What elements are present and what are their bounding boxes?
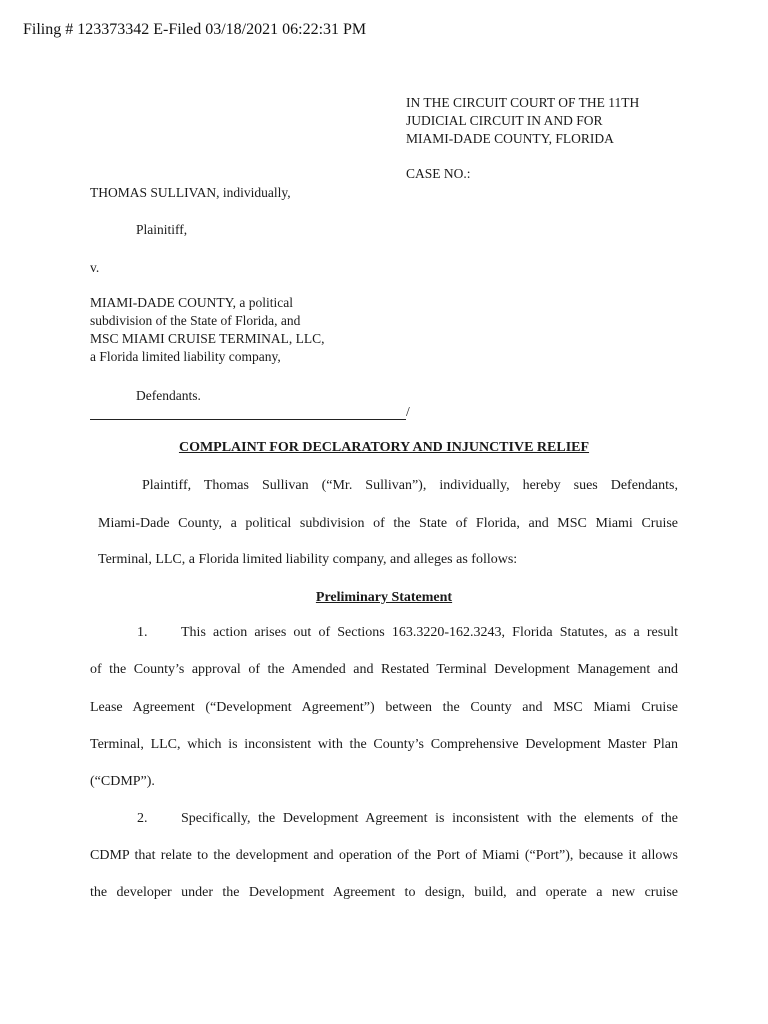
paragraph-2-first-line: Specifically, the Development Agreement is inconsistent with the elements of the [181,811,678,826]
court-line-2: JUDICIAL CIRCUIT IN AND FOR [406,113,603,128]
paragraph-1-line-5: (“CDMP”). [90,774,155,789]
paragraph-1-number: 1. [137,625,148,640]
paragraph-1-line-2: of the County’s approval of the Amended and Restated Terminal Development Management and [90,662,678,677]
paragraph-1-first-line: This action arises out of Sections 163.3220-162.3243, Florida Statutes, as a result [181,625,678,640]
paragraph-2-line-3: the developer under the Development Agreement to design, build, and operate a new cruise [90,885,678,900]
versus: v. [90,260,100,275]
complaint-title: COMPLAINT FOR DECLARATORY AND INJUNCTIVE RELIEF [178,440,590,455]
defendant-line-2: subdivision of the State of Florida, and [90,313,301,328]
plaintiff-role: Plainitiff, [136,222,188,237]
section-heading: Preliminary Statement [315,590,453,605]
intro-line-2: Miami-Dade County, a political subdivision of the State of Florida, and MSC Miami Cruise [98,516,678,531]
plaintiff-name: THOMAS SULLIVAN, individually, [90,185,291,200]
court-line-3: MIAMI-DADE COUNTY, FLORIDA [406,131,614,146]
defendant-role: Defendants. [136,388,201,403]
paragraph-2-line-2: CDMP that relate to the development and operation of the Port of Miami (“Port”), because it allows [90,848,678,863]
court-heading [406,94,639,148]
intro-line-1: Plaintiff, Thomas Sullivan (“Mr. Sullivan”), individually, hereby sues Defendants, [142,478,678,493]
caption-slash: / [406,404,410,419]
filing-header: Filing # 123373342 E-Filed 03/18/2021 06:22:31 PM [23,21,367,38]
case-number-label: CASE NO.: [406,166,471,181]
defendants-block [90,294,325,366]
court-line-1: IN THE CIRCUIT COURT OF THE 11TH [406,95,640,110]
defendant-line-1: MIAMI-DADE COUNTY, a political [90,295,293,310]
defendant-line-4: a Florida limited liability company, [90,349,281,364]
paragraph-1-line-3: Lease Agreement (“Development Agreement”) between the County and MSC Miami Cruise [90,700,678,715]
defendant-line-3: MSC MIAMI CRUISE TERMINAL, LLC, [90,331,325,346]
paragraph-1-line-4: Terminal, LLC, which is inconsistent with the County’s Comprehensive Development Master Plan [90,737,678,752]
paragraph-2-number: 2. [137,811,148,826]
caption-rule [90,419,406,420]
intro-line-3: Terminal, LLC, a Florida limited liability company, and alleges as follows: [98,552,518,567]
